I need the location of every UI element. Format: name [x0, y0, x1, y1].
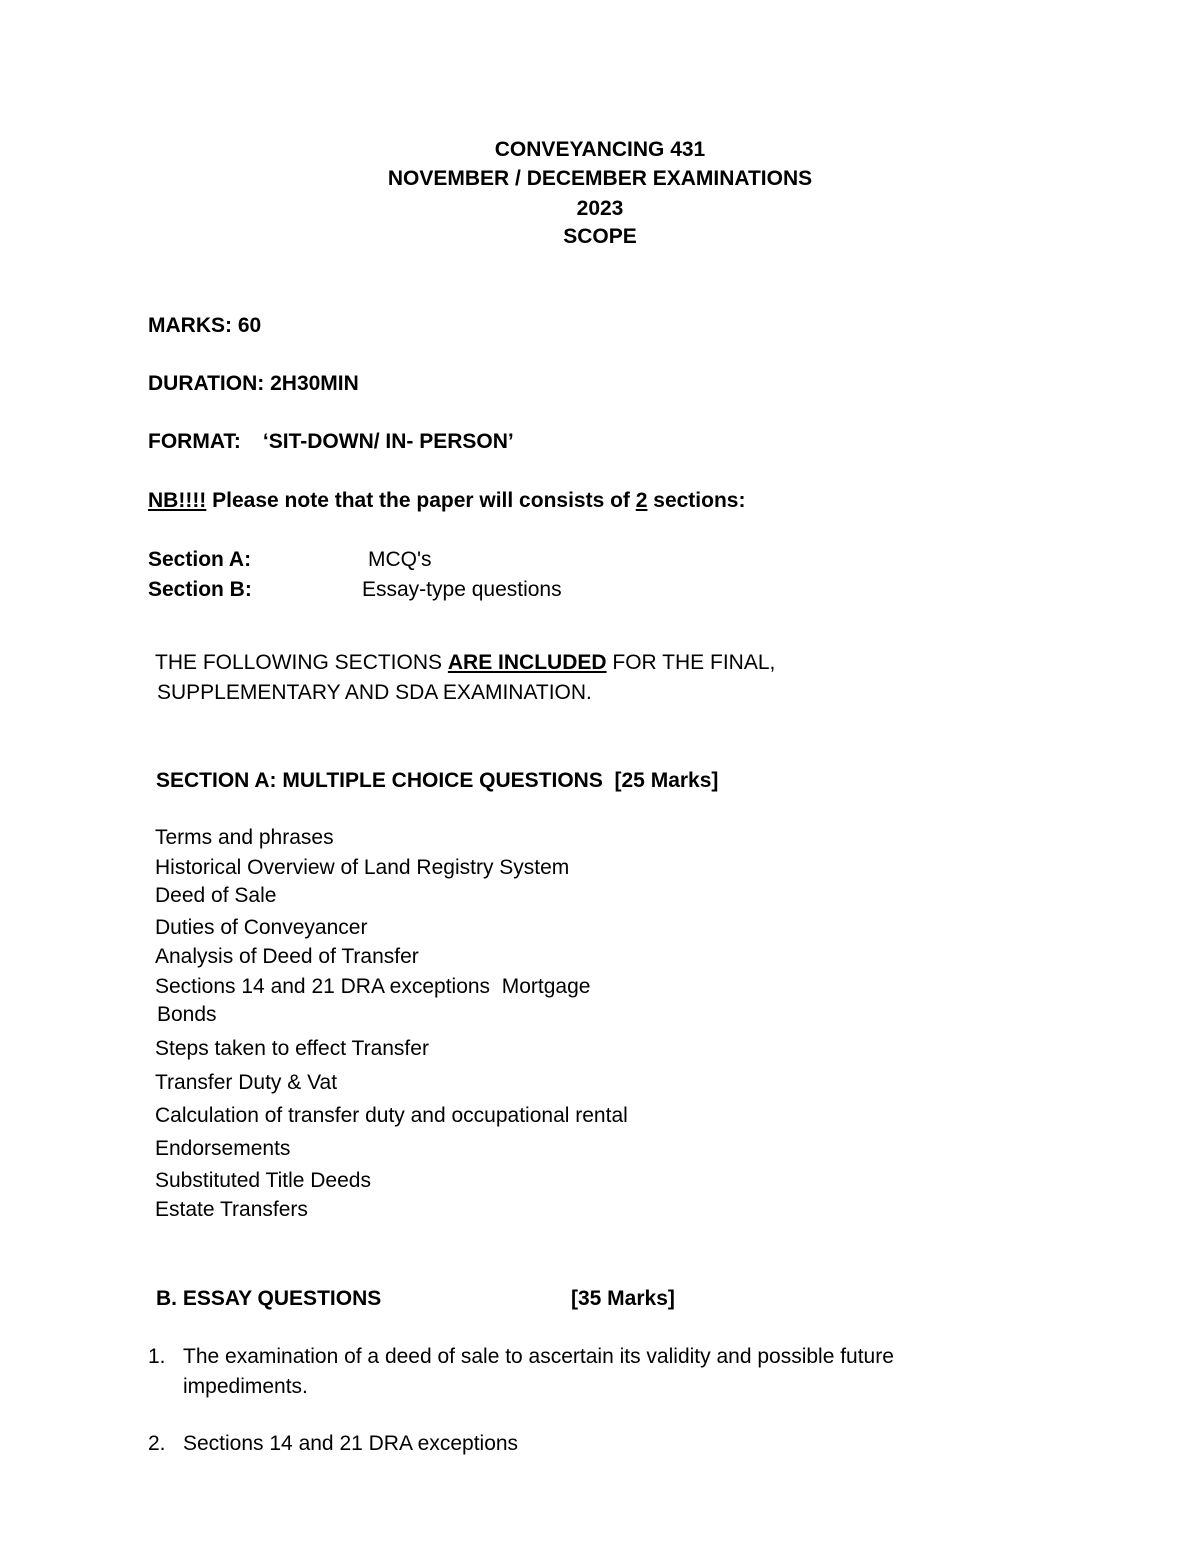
essay-item-number: 2.: [148, 1432, 166, 1455]
topic-item: Duties of Conveyancer: [155, 916, 368, 939]
section-b-label: Section B:: [148, 578, 252, 601]
included-statement-line2: SUPPLEMENTARY AND SDA EXAMINATION.: [157, 681, 592, 704]
essay-item-text: The examination of a deed of sale to ascertain its validity and possible future: [183, 1345, 894, 1368]
topic-item: Sections 14 and 21 DRA exceptions Mortgage: [155, 975, 591, 998]
included-statement-line1: [155, 652, 775, 673]
topic-item: Transfer Duty & Vat: [155, 1071, 338, 1094]
topic-item: Bonds: [157, 1003, 217, 1026]
section-a-label: Section A:: [148, 548, 252, 571]
nb-section-count: 2: [635, 489, 648, 512]
exam-year: 2023: [576, 197, 624, 220]
topic-item: Endorsements: [155, 1137, 291, 1160]
topic-item: Historical Overview of Land Registry System: [155, 856, 570, 879]
section-b-marks: [35 Marks]: [571, 1287, 675, 1310]
exam-period: NOVEMBER / DECEMBER EXAMINATIONS: [387, 167, 813, 190]
topic-item: Analysis of Deed of Transfer: [155, 945, 419, 968]
nb-marker: NB!!!!: [148, 489, 207, 512]
section-b-heading: B. ESSAY QUESTIONS: [156, 1287, 382, 1310]
included-after: FOR THE FINAL,: [606, 651, 776, 674]
format-value: ‘SIT-DOWN/ IN- PERSON’: [262, 430, 514, 453]
nb-note: [148, 490, 745, 511]
document-subtitle: SCOPE: [563, 225, 637, 248]
nb-text-after: sections:: [647, 489, 746, 512]
marks-line: MARKS: 60: [148, 314, 262, 337]
section-a-value: MCQ's: [368, 548, 432, 571]
essay-item-number: 1.: [148, 1345, 166, 1368]
included-before: THE FOLLOWING SECTIONS: [155, 651, 448, 674]
topic-item: Estate Transfers: [155, 1198, 308, 1221]
course-title: CONVEYANCING 431: [494, 138, 706, 161]
format-line: [148, 431, 514, 452]
included-emphasis: ARE INCLUDED: [447, 651, 607, 674]
section-b-value: Essay-type questions: [362, 578, 562, 601]
topic-item: Terms and phrases: [155, 826, 334, 849]
topic-item: Calculation of transfer duty and occupational rental: [155, 1104, 628, 1127]
topic-item: Deed of Sale: [155, 884, 277, 907]
topic-item: Substituted Title Deeds: [155, 1169, 371, 1192]
nb-text-before: Please note that the paper will consists of: [206, 489, 636, 512]
essay-item-text-continued: impediments.: [183, 1375, 308, 1398]
essay-item-text: Sections 14 and 21 DRA exceptions: [183, 1432, 519, 1455]
topic-item: Steps taken to effect Transfer: [155, 1037, 429, 1060]
duration-line: DURATION: 2H30MIN: [148, 372, 359, 395]
format-label: FORMAT:: [148, 430, 241, 453]
section-a-heading: SECTION A: MULTIPLE CHOICE QUESTIONS [25 Marks]: [156, 769, 719, 792]
